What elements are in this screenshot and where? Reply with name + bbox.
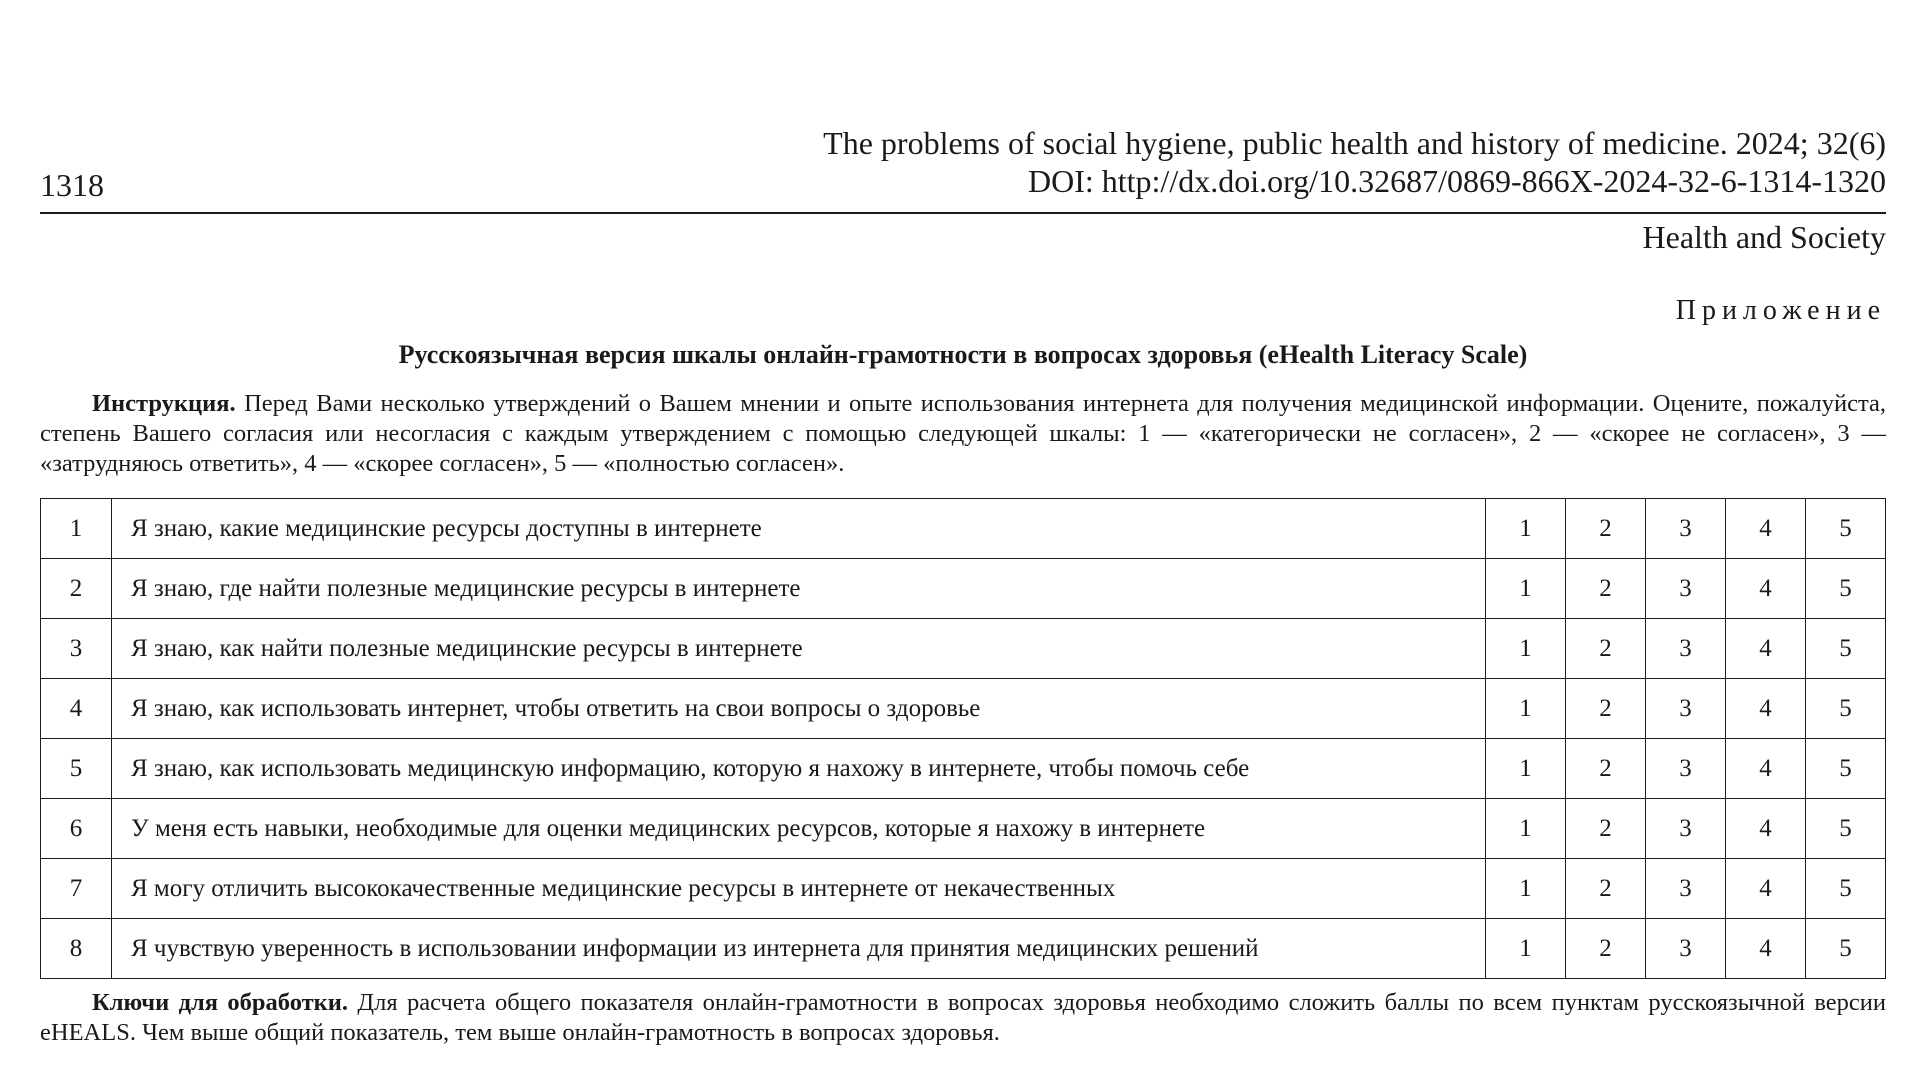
table-row	[41, 679, 1886, 739]
rating-option-2[interactable]: 2	[1566, 499, 1646, 559]
table-row	[41, 739, 1886, 799]
item-number: 2	[41, 559, 112, 619]
rating-option-3[interactable]: 3	[1646, 859, 1726, 919]
rating-option-2[interactable]: 2	[1566, 679, 1646, 739]
page-number: 1318	[40, 167, 104, 203]
rating-option-1[interactable]: 1	[1486, 619, 1566, 679]
rating-option-5[interactable]: 5	[1806, 919, 1886, 979]
item-statement: Я знаю, где найти полезные медицинские ресурсы в интернете	[112, 559, 1486, 619]
item-statement: Я могу отличить высококачественные медицинские ресурсы в интернете от некачественных	[112, 859, 1486, 919]
table-row	[41, 619, 1886, 679]
rating-option-5[interactable]: 5	[1806, 799, 1886, 859]
table-row	[41, 919, 1886, 979]
rating-option-4[interactable]: 4	[1726, 859, 1806, 919]
item-number: 1	[41, 499, 112, 559]
rating-option-1[interactable]: 1	[1486, 679, 1566, 739]
rating-option-2[interactable]: 2	[1566, 619, 1646, 679]
rating-option-3[interactable]: 3	[1646, 799, 1726, 859]
keys-paragraph	[40, 988, 1886, 1048]
table-row	[41, 559, 1886, 619]
item-number: 7	[41, 859, 112, 919]
rating-option-3[interactable]: 3	[1646, 559, 1726, 619]
journal-info	[823, 124, 1886, 200]
scale-table-body	[41, 499, 1886, 979]
rating-option-4[interactable]: 4	[1726, 619, 1806, 679]
rating-option-4[interactable]: 4	[1726, 739, 1806, 799]
rating-option-1[interactable]: 1	[1486, 799, 1566, 859]
rating-option-5[interactable]: 5	[1806, 499, 1886, 559]
item-statement: Я знаю, как использовать медицинскую информацию, которую я нахожу в интернете, чтобы помочь себе	[112, 739, 1486, 799]
rating-option-4[interactable]: 4	[1726, 799, 1806, 859]
rating-option-2[interactable]: 2	[1566, 799, 1646, 859]
instruction-label: Инструкция.	[92, 390, 236, 417]
journal-doi: DOI: http://dx.doi.org/10.32687/0869-866X-2024-32-6-1314-1320	[1027, 163, 1886, 199]
page-header	[40, 124, 1886, 214]
item-number: 3	[41, 619, 112, 679]
journal-title: The problems of social hygiene, public health and history of medicine. 2024; 32(6)	[823, 125, 1886, 161]
keys-label: Ключи для обработки.	[92, 989, 349, 1016]
rating-option-1[interactable]: 1	[1486, 859, 1566, 919]
rating-option-3[interactable]: 3	[1646, 679, 1726, 739]
scale-title: Русскоязычная версия шкалы онлайн-грамотности в вопросах здоровья (eHealth Literacy Scale)	[398, 340, 1528, 369]
rating-option-3[interactable]: 3	[1646, 619, 1726, 679]
rating-option-5[interactable]: 5	[1806, 739, 1886, 799]
rating-option-2[interactable]: 2	[1566, 859, 1646, 919]
instruction-text: Перед Вами несколько утверждений о Вашем мнении и опыте использования интернета для получения медицинской информации. Оцените, пожалуйста, степень Вашего согласия или несогласия с каждым утверждением с помощью следующей шкалы: 1 — «категорически не согласен», 2 — «скорее не согласен», 3 — «затрудняюсь ответить», 4 — «скорее согласен», 5 — «полностью согласен».	[40, 390, 1886, 477]
rating-option-4[interactable]: 4	[1726, 559, 1806, 619]
item-statement: Я чувствую уверенность в использовании информации из интернета для принятия медицинских решений	[112, 919, 1486, 979]
item-number: 8	[41, 919, 112, 979]
section-name: Health and Society	[1642, 219, 1886, 255]
keys-text: Для расчета общего показателя онлайн-грамотности в вопросах здоровья необходимо сложить баллы по всем пунктам русскоязычной версии eHEALS. Чем выше общий показатель, тем выше онлайн-грамотность в вопросах здоровья.	[40, 989, 1887, 1046]
scale-table	[40, 498, 1886, 979]
item-number: 4	[41, 679, 112, 739]
table-row	[41, 499, 1886, 559]
rating-option-2[interactable]: 2	[1566, 919, 1646, 979]
table-row	[41, 859, 1886, 919]
rating-option-1[interactable]: 1	[1486, 499, 1566, 559]
rating-option-2[interactable]: 2	[1566, 559, 1646, 619]
rating-option-2[interactable]: 2	[1566, 739, 1646, 799]
rating-option-5[interactable]: 5	[1806, 679, 1886, 739]
rating-option-1[interactable]: 1	[1486, 919, 1566, 979]
item-statement: У меня есть навыки, необходимые для оценки медицинских ресурсов, которые я нахожу в интернете	[112, 799, 1486, 859]
page	[40, 0, 1886, 1080]
instruction-paragraph	[40, 389, 1886, 479]
item-statement: Я знаю, как использовать интернет, чтобы ответить на свои вопросы о здоровье	[112, 679, 1486, 739]
item-number: 5	[41, 739, 112, 799]
rating-option-3[interactable]: 3	[1646, 499, 1726, 559]
item-number: 6	[41, 799, 112, 859]
item-statement: Я знаю, как найти полезные медицинские ресурсы в интернете	[112, 619, 1486, 679]
rating-option-3[interactable]: 3	[1646, 919, 1726, 979]
rating-option-3[interactable]: 3	[1646, 739, 1726, 799]
rating-option-4[interactable]: 4	[1726, 919, 1806, 979]
appendix-label: Приложение	[1675, 295, 1886, 326]
table-row	[41, 799, 1886, 859]
rating-option-5[interactable]: 5	[1806, 559, 1886, 619]
rating-option-1[interactable]: 1	[1486, 739, 1566, 799]
rating-option-4[interactable]: 4	[1726, 679, 1806, 739]
rating-option-1[interactable]: 1	[1486, 559, 1566, 619]
item-statement: Я знаю, какие медицинские ресурсы доступны в интернете	[112, 499, 1486, 559]
rating-option-5[interactable]: 5	[1806, 859, 1886, 919]
rating-option-5[interactable]: 5	[1806, 619, 1886, 679]
rating-option-4[interactable]: 4	[1726, 499, 1806, 559]
